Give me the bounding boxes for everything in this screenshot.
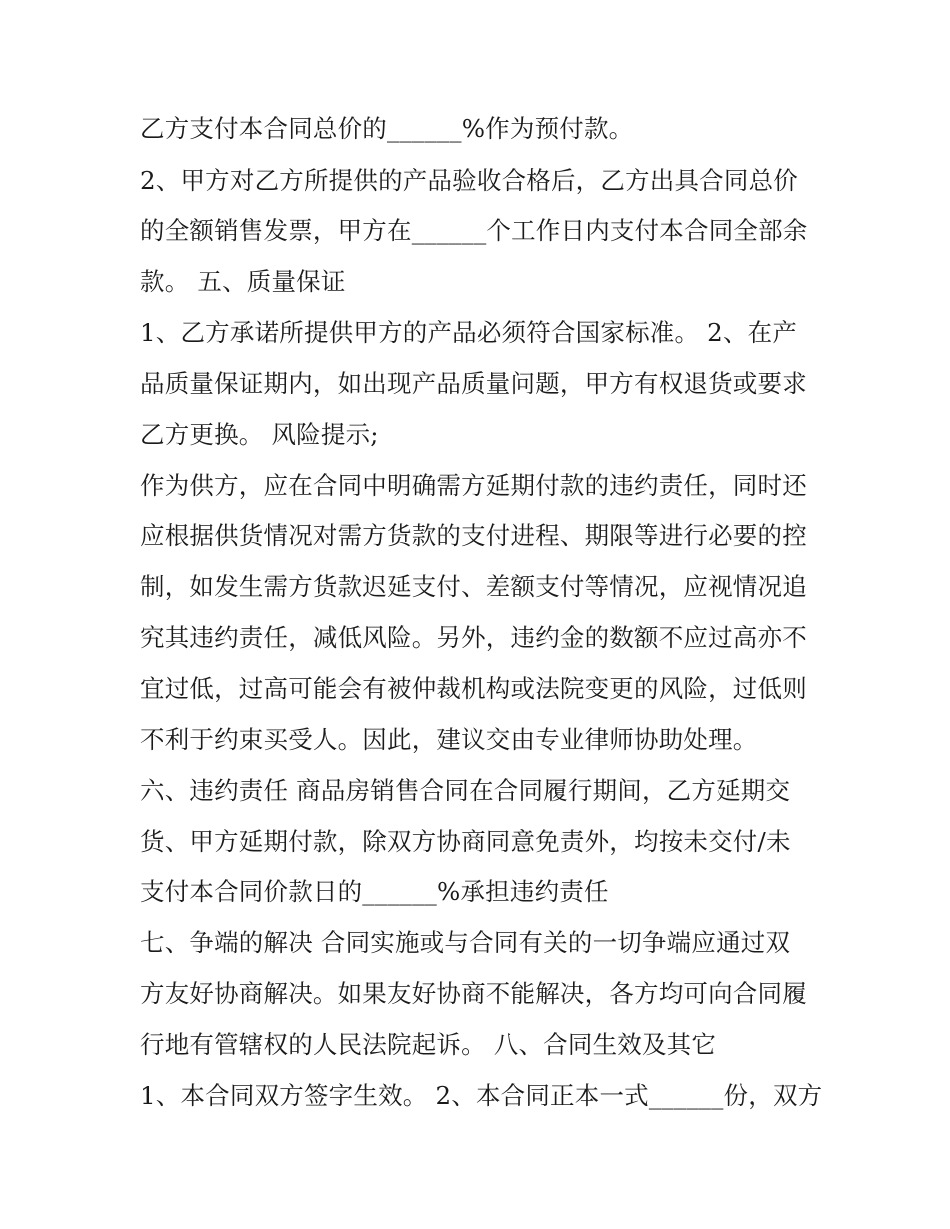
text-line: 品质量保证期内，如出现产品质量问题，甲方有权退货或要求 — [140, 369, 807, 398]
text-line: 2、甲方对乙方所提供的产品验收合格后，乙方出具合同总价 — [140, 166, 798, 195]
text-line: 支付本合同价款日的______%承担违约责任 — [140, 877, 609, 906]
text-line: 款。 五、质量保证 — [140, 267, 346, 296]
text-line: 的全额销售发票，甲方在______个工作日内支付本合同全部余 — [140, 216, 808, 245]
text-line: 货、甲方延期付款，除双方协商同意免责外，均按未交付/未 — [140, 827, 791, 856]
text-line: 七、争端的解决 合同实施或与合同有关的一切争端应通过双 — [140, 928, 791, 957]
text-line: 1、本合同双方签字生效。 2、本合同正本一式______份，双方 — [140, 1081, 823, 1110]
text-line: 乙方更换。 风险提示; — [140, 420, 379, 449]
text-line: 方友好协商解决。如果友好协商不能解决，各方均可向合同履 — [140, 979, 807, 1008]
text-line: 1、乙方承诺所提供甲方的产品必须符合国家标准。 2、在产 — [140, 318, 798, 347]
text-line: 乙方支付本合同总价的______%作为预付款。 — [140, 114, 634, 143]
text-line: 不利于约束买受人。因此，建议交由专业律师协助处理。 — [140, 725, 758, 754]
text-line: 制，如发生需方货款迟延支付、差额支付等情况，应视情况追 — [140, 572, 807, 601]
text-line: 作为供方，应在合同中明确需方延期付款的违约责任，同时还 — [140, 471, 807, 500]
text-line: 究其违约责任，减低风险。另外，违约金的数额不应过高亦不 — [140, 623, 807, 652]
text-line: 应根据供货情况对需方货款的支付进程、期限等进行必要的控 — [140, 521, 807, 550]
text-line: 宜过低，过高可能会有被仲裁机构或法院变更的风险，过低则 — [140, 674, 807, 703]
text-line: 行地有管辖权的人民法院起诉。 八、合同生效及其它 — [140, 1030, 717, 1059]
text-line: 六、违约责任 商品房销售合同在合同履行期间，乙方延期交 — [140, 776, 791, 805]
